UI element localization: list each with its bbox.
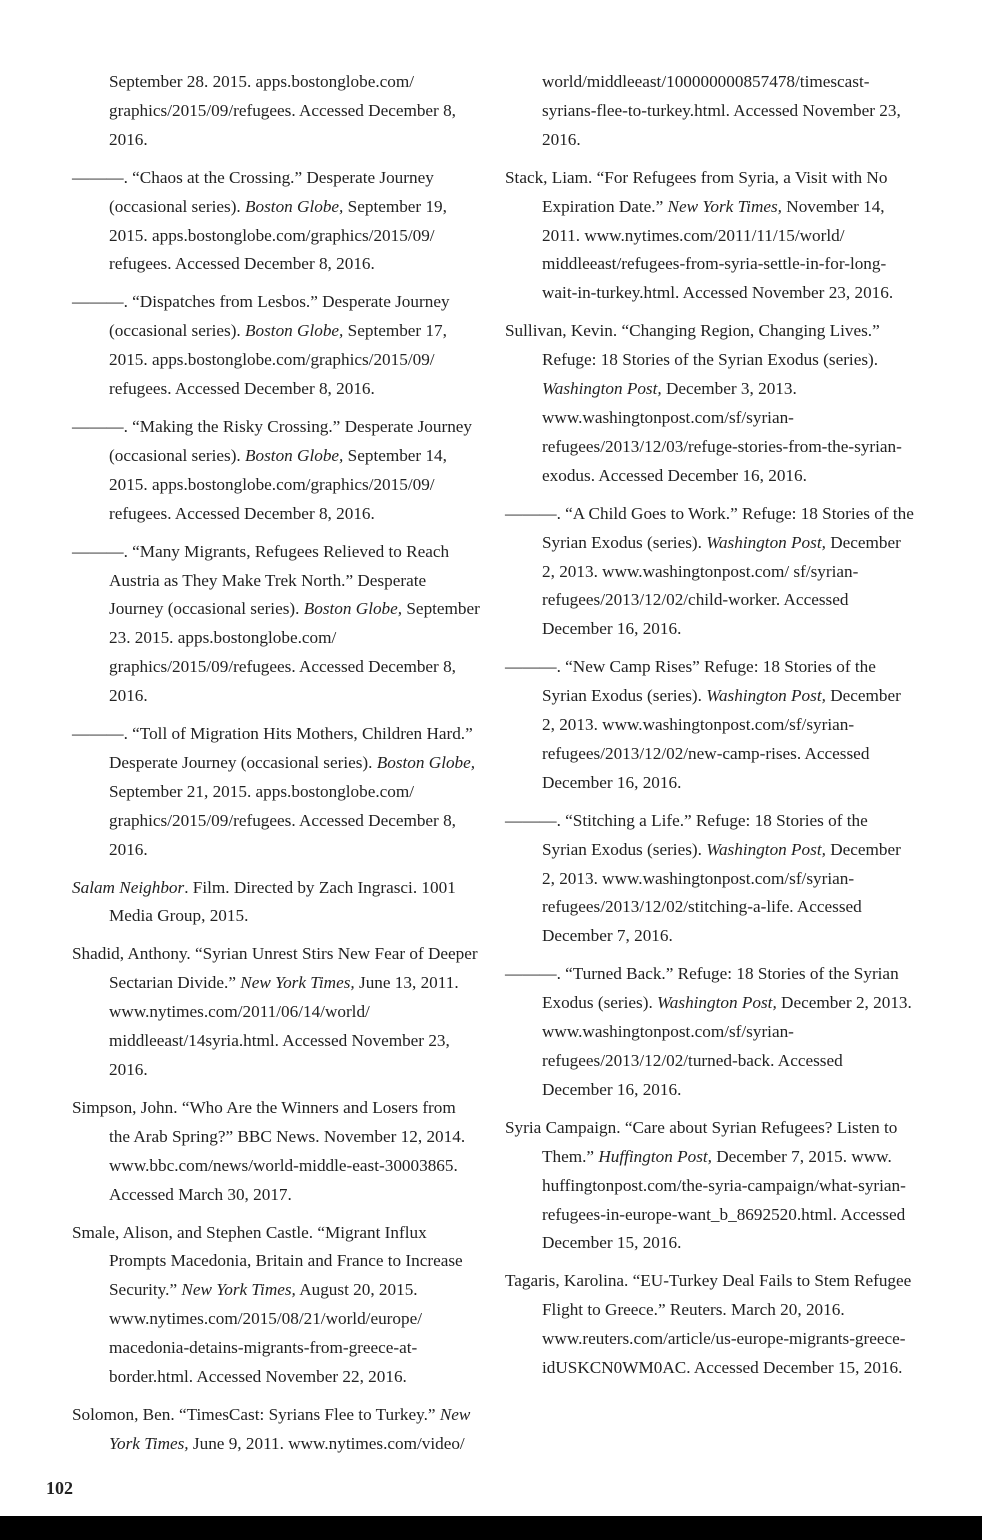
bibliography-right-column [505, 68, 915, 1392]
entry-text: September 28. 2015. apps.bostonglobe.com/ graphics/2015/09/refugees. Accessed December 8, 2016. [109, 72, 456, 149]
bibliography-left-column [72, 68, 480, 1468]
entry-source-title: New York Times, [181, 1280, 296, 1300]
bibliography-entry [72, 68, 480, 155]
entry-text: September 21, 2015. apps.bostonglobe.com/ graphics/2015/09/refugees. Accessed December 8, 2016. [109, 781, 456, 859]
bibliography-entry [72, 940, 480, 1085]
bibliography-entry [505, 1114, 915, 1259]
bibliography-entry [505, 807, 915, 952]
entry-text: Sullivan, Kevin. “Changing Region, Changing Lives.” Refuge: 18 Stories of the Syrian Exodus (series). [505, 321, 880, 370]
entry-text: December 2, 2013. www.washingtonpost.com/sf/syrian-refugees/2013/12/02/turned-back. Accessed December 16, 2016. [542, 993, 912, 1099]
entry-text: August 20, 2015. www.nytimes.com/2015/08/21/world/europe/ macedonia-detains-migrants-from-greece-at-border.html. Accessed November 22, 2016. [109, 1280, 422, 1387]
entry-source-title: Washington Post, [706, 686, 826, 706]
entry-source-title: Washington Post, [706, 839, 826, 859]
entry-text: December 7, 2015. www. huffingtonpost.com/the-syria-campaign/what-syrian-refugees-in-europe-want_b_8692520.html. Accessed December 15, 2016. [542, 1146, 906, 1253]
entry-text: Smale, Alison, and Stephen Castle. “Migrant Influx Prompts Macedonia, Britain and France to Increase Security.” [72, 1222, 463, 1300]
entry-source-title: Salam Neighbor [72, 877, 185, 897]
entry-text: September 14, 2015. apps.bostonglobe.com/graphics/2015/09/ refugees. Accessed December 8, 2016. [109, 445, 447, 523]
bottom-bar [0, 1516, 982, 1540]
entry-source-title: New York Times, [240, 973, 355, 993]
entry-text: December 2, 2013. www.washingtonpost.com/ sf/syrian-refugees/2013/12/02/child-worker. Accessed December 16, 2016. [542, 532, 901, 639]
entry-text: Stack, Liam. “For Refugees from Syria, a Visit with No Expiration Date.” [505, 167, 888, 216]
bibliography-entry [505, 500, 915, 645]
entry-text: . Film. Directed by Zach Ingrasci. 1001 Media Group, 2015. [109, 877, 456, 926]
entry-text: Tagaris, Karolina. “EU-Turkey Deal Fails to Stem Refugee Flight to Greece.” Reuters. March 20, 2016. www.reuters.com/article/us-europe-migrants-greece-idUSKCN0WM0AC. Accessed December 15, 2016. [505, 1271, 912, 1378]
bibliography-entry [505, 68, 915, 155]
bibliography-entry [72, 720, 480, 865]
entry-text: ———. “New Camp Rises” Refuge: 18 Stories of the Syrian Exodus (series). [505, 657, 876, 706]
bibliography-entry [72, 538, 480, 711]
entry-text: September 17, 2015. apps.bostonglobe.com/graphics/2015/09/ refugees. Accessed December 8, 2016. [109, 321, 447, 399]
entry-text: Syria Campaign. “Care about Syrian Refugees? Listen to Them.” [505, 1117, 898, 1166]
bibliography-entry [72, 1401, 480, 1459]
entry-source-title: Washington Post, [706, 532, 826, 552]
bibliography-entry [72, 288, 480, 404]
entry-text: ———. “Toll of Migration Hits Mothers, Children Hard.” Desperate Journey (occasional series). [72, 724, 473, 772]
entry-text: ———. “Dispatches from Lesbos.” Desperate Journey (occasional series). [72, 292, 450, 341]
entry-text: ———. “Many Migrants, Refugees Relieved to Reach Austria as They Make Trek North.” Desperate Journey (occasional series). [72, 541, 450, 619]
entry-source-title: Boston Globe, [376, 752, 476, 772]
bibliography-entry [72, 164, 480, 280]
entry-text: ———. “Chaos at the Crossing.” Desperate Journey (occasional series). [72, 167, 434, 216]
entry-source-title: Washington Post, [542, 379, 662, 399]
entry-text: Simpson, John. “Who Are the Winners and Losers from the Arab Spring?” BBC News. November 12, 2014. www.bbc.com/news/world-middle-east-30003865. Accessed March 30, 2017. [72, 1097, 466, 1204]
entry-text: December 3, 2013. www.washingtonpost.com/sf/syrian-refugees/2013/12/03/refuge-stories-from-the-syrian-exodus. Accessed December 16, 2016. [542, 379, 902, 485]
bibliography-entry [505, 960, 915, 1105]
entry-text: December 2, 2013. www.washingtonpost.com/sf/syrian-refugees/2013/12/02/stitching-a-life. Accessed December 7, 2016. [542, 839, 901, 946]
entry-text: ———. “Turned Back.” Refuge: 18 Stories of the Syrian Exodus (series). [505, 964, 899, 1013]
bibliography-entry [505, 164, 915, 309]
entry-source-title: New York Times, [667, 196, 782, 216]
entry-text: June 9, 2011. www.nytimes.com/video/ [188, 1433, 465, 1453]
entry-text: September 23. 2015. apps.bostonglobe.com/ graphics/2015/09/refugees. Accessed December 8, 2016. [109, 599, 480, 706]
entry-text: ———. “Making the Risky Crossing.” Desperate Journey (occasional series). [72, 416, 473, 465]
entry-text: ———. “Stitching a Life.” Refuge: 18 Stories of the Syrian Exodus (series). [505, 810, 868, 859]
entry-source-title: New York Times, [109, 1404, 471, 1453]
bibliography-entry [72, 1094, 480, 1210]
entry-source-title: Washington Post, [657, 993, 777, 1013]
entry-text: November 14, 2011. www.nytimes.com/2011/11/15/world/ middleeast/refugees-from-syria-settle-in-for-long-wait-in-turkey.html. Accessed November 23, 2016. [542, 196, 894, 303]
page-number: 102 [46, 1478, 73, 1498]
entry-text: world/middleeast/100000000857478/timescast-syrians-flee-to-turkey.html. Accessed November 23, 2016. [542, 72, 901, 149]
entry-text: Solomon, Ben. “TimesCast: Syrians Flee to Turkey.” [72, 1404, 440, 1424]
entry-source-title: Boston Globe, [303, 599, 403, 619]
entry-source-title: Boston Globe, [245, 196, 344, 216]
bibliography-entry [505, 317, 915, 490]
entry-text: June 13, 2011. www.nytimes.com/2011/06/14/world/ middleeast/14syria.html. Accessed November 23, 2016. [109, 973, 459, 1079]
entry-source-title: Boston Globe, [245, 445, 344, 465]
bibliography-entry [72, 1219, 480, 1392]
bibliography-entry [505, 653, 915, 798]
bibliography-entry [72, 413, 480, 529]
bibliography-entry [505, 1267, 915, 1383]
entry-source-title: Huffington Post, [598, 1146, 712, 1166]
entry-text: September 19, 2015. apps.bostonglobe.com/graphics/2015/09/ refugees. Accessed December 8, 2016. [109, 196, 447, 274]
entry-text: Shadid, Anthony. “Syrian Unrest Stirs New Fear of Deeper Sectarian Divide.” [72, 944, 478, 993]
entry-source-title: Boston Globe, [245, 321, 344, 341]
entry-text: ———. “A Child Goes to Work.” Refuge: 18 Stories of the Syrian Exodus (series). [505, 503, 914, 552]
bibliography-entry [72, 874, 480, 932]
entry-text: December 2, 2013. www.washingtonpost.com/sf/syrian-refugees/2013/12/02/new-camp-rises. Accessed December 16, 2016. [542, 686, 901, 792]
